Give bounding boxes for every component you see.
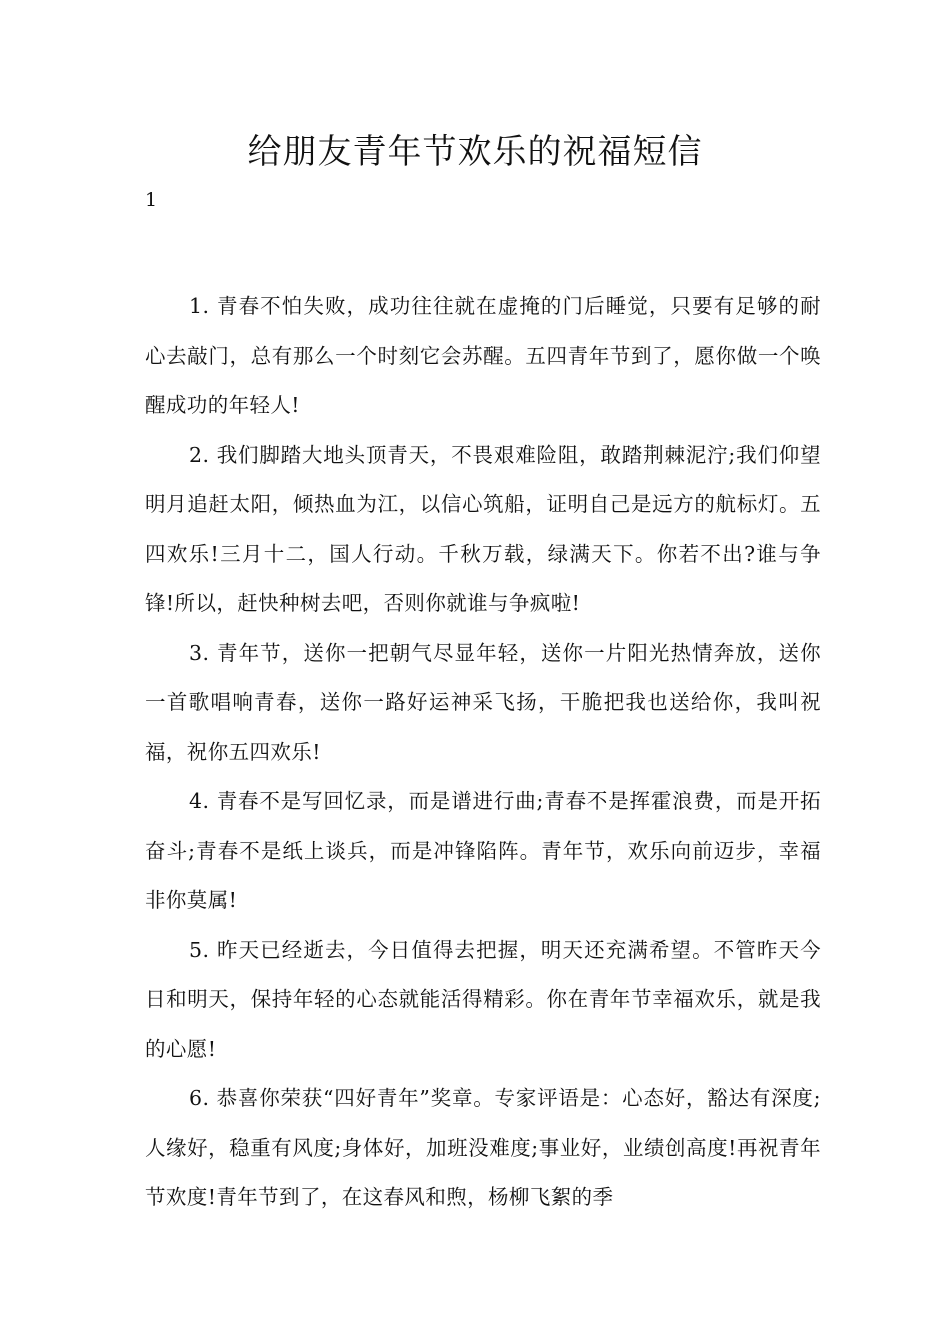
page-number: 1 <box>145 189 158 211</box>
paragraph-3: 3. 青年节，送你一把朝气尽显年轻，送你一片阳光热情奔放，送你一首歌唱响青春，送你一路好运神采飞扬，干脆把我也送给你，我叫祝福，祝你五四欢乐! <box>145 640 821 764</box>
paragraph-4: 4. 青春不是写回忆录，而是谱进行曲;青春不是挥霍浪费，而是开拓奋斗;青春不是纸上谈兵，而是冲锋陷阵。青年节，欢乐向前迈步，幸福非你莫属! <box>145 789 821 912</box>
paragraph-6: 6. 恭喜你荣获“四好青年”奖章。专家评语是：心态好，豁达有深度;人缘好，稳重有风度;身体好，加班没难度;事业好，业绩创高度!再祝青年节欢度!青年节到了，在这春风和煦，杨柳飞絮的季 <box>145 1086 821 1209</box>
paragraph-1: 1. 青春不怕失败，成功往往就在虚掩的门后睡觉，只要有足够的耐心去敲门，总有那么一个时刻它会苏醒。五四青年节到了，愿你做一个唤醒成功的年轻人! <box>145 294 821 417</box>
document-title: 给朋友青年节欢乐的祝福短信 <box>247 132 703 172</box>
paragraph-2: 2. 我们脚踏大地头顶青天，不畏艰难险阻，敢踏荆棘泥泞;我们仰望明月追赶太阳，倾热血为江，以信心筑船，证明自己是远方的航标灯。五四欢乐!三月十二，国人行动。千秋万载，绿满天下。你若不出?谁与争锋!所以，赶快种树去吧，否则你就谁与争疯啦! <box>145 442 821 615</box>
paragraph-5: 5. 昨天已经逝去，今日值得去把握，明天还充满希望。不管昨天今日和明天，保持年轻的心态就能活得精彩。你在青年节幸福欢乐，就是我的心愿! <box>145 937 821 1061</box>
document-body <box>145 282 821 1223</box>
